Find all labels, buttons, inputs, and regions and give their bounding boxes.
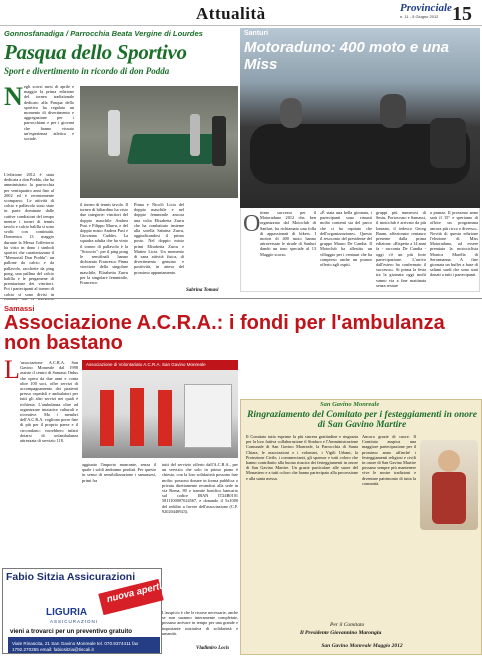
ad-brand: LIGURIA (46, 607, 88, 618)
article-subtitle: Sport e divertimento in ricordo di don Podda (4, 66, 170, 76)
article-title: Associazione A.C.R.A.: i fondi per l'ambulanza non bastano (4, 312, 445, 354)
ambulance-photo (82, 360, 238, 458)
player-figure (190, 114, 200, 156)
ping-pong-photo (80, 86, 238, 198)
article-paragraph: Pinna e Nicolò Licia del doppio maschile e nel doppio femminile ancora una volta Elisabetta Zurru che ha combattuto insieme alla sorella Sabrina Zurru, aggiudicandosi il primo posto. Nel doppio misto primi Elisabetta Zurru e Matteo Licia. Un momento di sana attività fisica, di divertimento genuino e positività, in attesa del prossimo appuntamento. (134, 202, 184, 275)
saint-statue-image (420, 440, 478, 530)
ad-address: Viale Rinascita, 21 San Gavino Monreale tel. 070.9374411 fax 1792.270355 email: fabiositzia@tiscali.it (12, 641, 139, 652)
article-paragraph: L'edizione 2012 è stata dedicata a don Podda, che ha amministrato la parrocchia per ventiquattro anni fino al 2002 ed è recentemente scomparso. Le attività di calcio e pallavolo sono state in parte dominate dalle cattive condizioni del tempo mentre i tornei di tennis tavolo e calcio balilla si sono svolti con continuità. Domenica 13 maggio durante la Messa l'offertorio ha visto in dono i simboli sportivi che caratterizzano il "Memorial Don Podda": un pallone da calcio e da pallavolo, racchette da ping pong, una pallina del calcio balilla e le pergamene di premiazione dei vincitori. Poi i partecipanti al torneo di calcio si sono divisi in (4, 172, 54, 297)
section-divider (0, 298, 482, 299)
article-title: Ringraziamento del Comitato per i festeggiamenti in onore di San Gavino Martire (247, 410, 477, 430)
ad-brand-sub: ASSICURAZIONI (50, 619, 99, 624)
article-paragraph: L'auspicio è che le risorse necessarie, anche se non saranno interamente completate, possano arrivare in tempo per una grande e importante iniziativa di solidarietà e umanità. (162, 610, 238, 636)
article-paragraph: Ancora grazie di cuore. Il Comitato auspica una maggiore partecipazione per il prossimo anno affinché i festeggiamenti religiosi e civili in onore di San Gavino Martire possano sempre più mantenere vive le nostre tradizioni e diventare patrimonio di tutta la comunità. (362, 434, 416, 486)
article-title: Motoraduno: 400 moto e una Miss (244, 39, 450, 73)
article-paragraph: aggiunto l'importo mancante, senza il quale i soldi andranno perduti. Per questo in senso di sensibilizzazione i samassesi, primi fra (82, 462, 156, 483)
rider-figure (280, 98, 302, 128)
statue-head (438, 450, 460, 472)
drop-cap: O (243, 211, 261, 237)
article-kicker: San Gavino Monreale (320, 401, 380, 408)
player-figure (108, 110, 120, 156)
article-paragraph: gruppi più numerosi di Sestu, Portoscuso e Samassi, il motoclub è arrivato da più lontano, il tedesco Georg Baum, affezionato centauro presente dalla prima edizione. «Rispetto a 14 anni fa - racconta De Candia - oggi c'è un più forte partecipazione. L'arrivo dall'estero ha confermato il successo». Si prima la festa tra la giornata oggi molti vanno via a fine mattinata senza restare (376, 210, 426, 288)
article-paragraph: a pranzo. Il prossimo anno sarà il 15° e speriamo di offrire un programma ancora più ricco e diverso». Novità di questa edizione l'elezione di Miss Motoraduno, ad essere premiata la motociclista Monica Marella di Serramanna. A fine giornata un buffet a base di salumi sardi che sono stati donati a tutti i partecipanti. (430, 210, 478, 278)
signature-name: Il Presidente Giovannino Marongiu (300, 630, 382, 636)
drop-cap: L (4, 355, 20, 384)
article-kicker: Samassi (4, 304, 35, 313)
ad-title: Fabio Sitzia Assicurazioni (6, 571, 136, 583)
article-kicker: Gonnosfanadiga / Parrocchia Beata Vergine di Lourdes (4, 29, 203, 38)
article-paragraph: egli scorsi mesi di aprile e maggio la prima edizione del torneo tradizionale dedicato alla Pasqua dello sportivo ha regalato un momento di divertimento e aggregazione per i parrocchiani e per i giovani che hanno vissuto un'esperienza atletica e sociale. (24, 84, 74, 142)
issue-info: n. 11 - 5 Giugno 2012 (400, 14, 439, 19)
article-paragraph: tutti del servizio offerto dall'A.C.R.A., per un servizio che solo in primo piano è chiesto, con la loro solidarietà possono fare molto: possono donare in forma pubblica o privata direttamente recandosi alla sede in via Roma, 80 o tramite bonifico bancario sul codice IBAN IT24B0101 5811100007024567, e donando il 5x1000 del reddito a favore dell'associazione (C.F. 92020440923). (162, 462, 238, 514)
article-paragraph: 'associazione A.C.R.A. San Gavino Monreale dal 1998 assiste il centro di Samassi Onlus che opera da due anni e conta oltre 100 soci, offre servizi di accompagnamento dei pazienti presso ospedali e ambulatori per tutti gli altri servizi nei quali è richiesta. L'ambulanza oltre ad organizzare iniziative culturali e ricreative. Ma i membri dell'A.C.R.A. vogliono porre fine di più per il proprio paese e il circondario: vorrebbero infatti dotarsi di un'ambulanza attrezzata di servizio 118. (20, 360, 78, 444)
article-paragraph: ttimo successo per il Motoraduno 2012 che, ben organizzato dal Motoclub di Sanluri, ha richiamato una folla di appassionati di bikers. I motori di 400 moto hanno attraversato le strade di Sanluri dando un tono speciale al 13 Maggio scorso. (260, 210, 316, 257)
volunteer-figure (100, 390, 114, 446)
article-author: Vladimiro Locis (196, 646, 230, 651)
ambulance-shape (184, 384, 232, 448)
article-kicker: Santuri (244, 30, 269, 37)
table-shape (127, 134, 219, 164)
drop-cap: N (4, 82, 23, 111)
volunteer-figure (130, 388, 144, 446)
newspaper-logo: Provinciale (400, 2, 452, 14)
volunteer-figure (158, 390, 172, 446)
article-title: Pasqua dello Sportivo (4, 40, 187, 64)
article-paragraph: Il Comitato tutto esprime la più sincera gratitudine e ringrazia per la loro fattiva collaborazione il Sindaco e l'Amministrazione Comunale di San Gavino Monreale, la Parrocchia di Santa Chiara, le associazioni e i volontari, i Vigili Urbani, la Protezione Civile, i commercianti, gli sponsor e tutti coloro che hanno contribuito alla buona riuscita dei festeggiamenti in onore di San Gavino Martire. Un grazie particolare alle suore del Monastero e a tutti coloro che hanno partecipato alla processione e alla santa messa. (246, 434, 358, 481)
photo-caption: Associazione di Volontariato A.C.R.A. San Gavino Monreale (86, 362, 206, 367)
page-number: 15 (452, 3, 472, 25)
statue-robe (432, 472, 466, 524)
signature-line: Per il Comitato (330, 622, 365, 628)
ad-ribbon-text: nuova apertura (105, 577, 175, 606)
article-footer: San Gavino Monreale Maggio 2012 (321, 643, 403, 649)
article-author: Sabrina Tomasi (186, 288, 219, 293)
rider-figure (380, 94, 406, 128)
rider-figure (430, 118, 466, 168)
section-title: Attualità (196, 4, 266, 23)
article-paragraph: «È stata una bella giornata, i partecipanti sono rimasti molto contenti sia del parco che ci ha ospitato che dell'organizzazione». Questo il resoconto del presidente del gruppo Mauro De Candia. Il Motoclub ha allestito un villaggio per i centauri che ha compreso anche un pranzo offerto agli ospiti. (320, 210, 372, 268)
ad-cta: vieni a trovarci per un preventivo gratuito (10, 628, 133, 635)
article-paragraph: il torneo di tennis tavolo. Il torneo di biliardino ha visto due categorie: vincitori del doppio maschile Andrea Pusi e Filippo Murru, e del doppio misto Andrea Pusi e Giovanna Cuddes. La squadra adulta che ha vinto il torneo di pallavolo è la "Scioscio": per il ping pong le semifinali hanno dichiarato Francesco Pinna vincitore della singolare maschile, Elisabetta Zurru per la singolare femminile, Francesco (80, 202, 128, 286)
player-figure (212, 116, 226, 166)
